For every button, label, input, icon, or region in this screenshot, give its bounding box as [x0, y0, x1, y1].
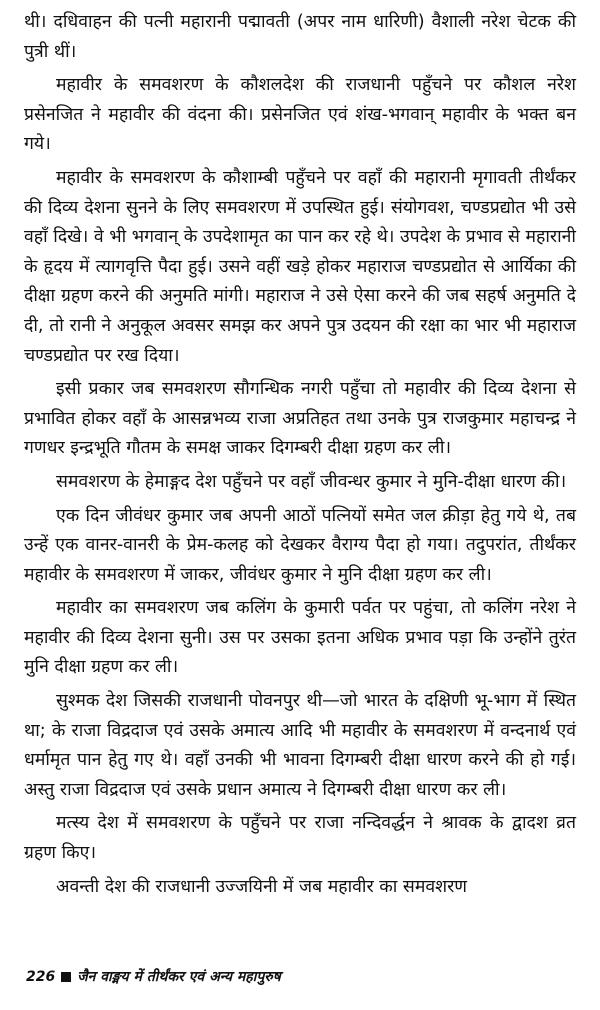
paragraph-5: समवशरण के हेमाङ्गद देश पहुँचने पर वहाँ जीवन्धर कुमार ने मुनि-दीक्षा धारण की।	[56, 471, 567, 492]
paragraph-1: थी। दधिवाहन की पत्नी महारानी पद्मावती (अपर नाम धारिणी) वैशाली नरेश चेटक की पुत्री थीं।	[24, 12, 576, 62]
page-footer	[26, 967, 281, 986]
paragraph-8: सुश्मक देश जिसकी राजधानी पोवनपुर थी—जो भारत के दक्षिणी भू-भाग में स्थित था; के राजा विद्रदाज एवं उसके अमात्य आदि भी महावीर के समवशरण में वन्दनार्थ एवं धर्मामृत पान हेतु गए थे। वहाँ उनकी भी भावना दिगम्बरी दीक्षा धारण करने की हो गई। अस्तु राजा विद्रदाज एवं उसके प्रधान अमात्य ने दिगम्बरी दीक्षा धारण कर ली।	[24, 691, 576, 800]
paragraph-4: इसी प्रकार जब समवशरण सौगन्धिक नगरी पहुँचा तो महावीर की दिव्य देशना से प्रभावित होकर वहाँ के आसन्नभव्य राजा अप्रतिहत तथा उनके पुत्र राजकुमार महाचन्द्र ने गणधर इन्द्रभूति गौतम के समक्ष जाकर दिगम्बरी दीक्षा ग्रहण कर ली।	[24, 379, 576, 459]
paragraph-7: महावीर का समवशरण जब कलिंग के कुमारी पर्वत पर पहुंचा, तो कलिंग नरेश ने महावीर की दिव्य देशना सुनी। उस पर उसका इतना अधिक प्रभाव पड़ा कि उन्होंने तुरंत मुनि दीक्षा ग्रहण कर ली।	[24, 598, 576, 678]
paragraph-3: महावीर के समवशरण के कौशाम्बी पहुँचने पर वहाँ की महारानी मृगावती तीर्थंकर की दिव्य देशना सुनने के लिए समवशरण में उपस्थित हुई। संयोगवश, चण्डप्रद्योत भी उसे वहाँ दिखे। वे भी भगवान् के उपदेशामृत का पान कर रहे थे। उपदेश के प्रभाव से महारानी के हृदय में त्यागवृत्ति पैदा हुई। उसने वहीं खड़े होकर महाराज चण्डप्रद्योत से आर्यिका की दीक्षा ग्रहण करने की अनुमति मांगी। महाराज ने उसे ऐसा करने की जब सहर्ष अनुमति दे दी, तो रानी ने अनुकूल अवसर समझ कर अपने पुत्र उदयन की रक्षा का भार भी महाराज चण्डप्रद्योत पर रख दिया।	[24, 167, 576, 366]
square-bullet-icon	[61, 972, 71, 982]
paragraph-6: एक दिन जीवंधर कुमार जब अपनी आठों पत्नियों समेत जल क्रीड़ा हेतु गये थे, तब उन्हें एक वानर-वानरी के प्रेम-कलह को देखकर वैराग्य पैदा हो गया। तदुपरांत, तीर्थंकर महावीर के समवशरण में जाकर, जीवंधर कुमार ने मुनि दीक्षा ग्रहण कर ली।	[24, 505, 576, 585]
book-title: जैन वाङ्मय में तीर्थंकर एवं अन्य महापुरुष	[77, 969, 281, 985]
page-number: 226	[26, 968, 56, 985]
page-body	[24, 8, 576, 906]
paragraph-2: महावीर के समवशरण के कौशलदेश की राजधानी पहुँचने पर कौशल नरेश प्रसेनजित ने महावीर की वंदना की। प्रसेनजित एवं शंख-भगवान् महावीर के भक्त बन गये।	[24, 75, 576, 155]
paragraph-10: अवन्ती देश की राजधानी उज्जयिनी में जब महावीर का समवशरण	[56, 876, 468, 897]
paragraph-9: मत्स्य देश में समवशरण के पहुँचने पर राजा नन्दिवर्द्धन ने श्रावक के द्वादश व्रत ग्रहण किए।	[24, 813, 576, 864]
